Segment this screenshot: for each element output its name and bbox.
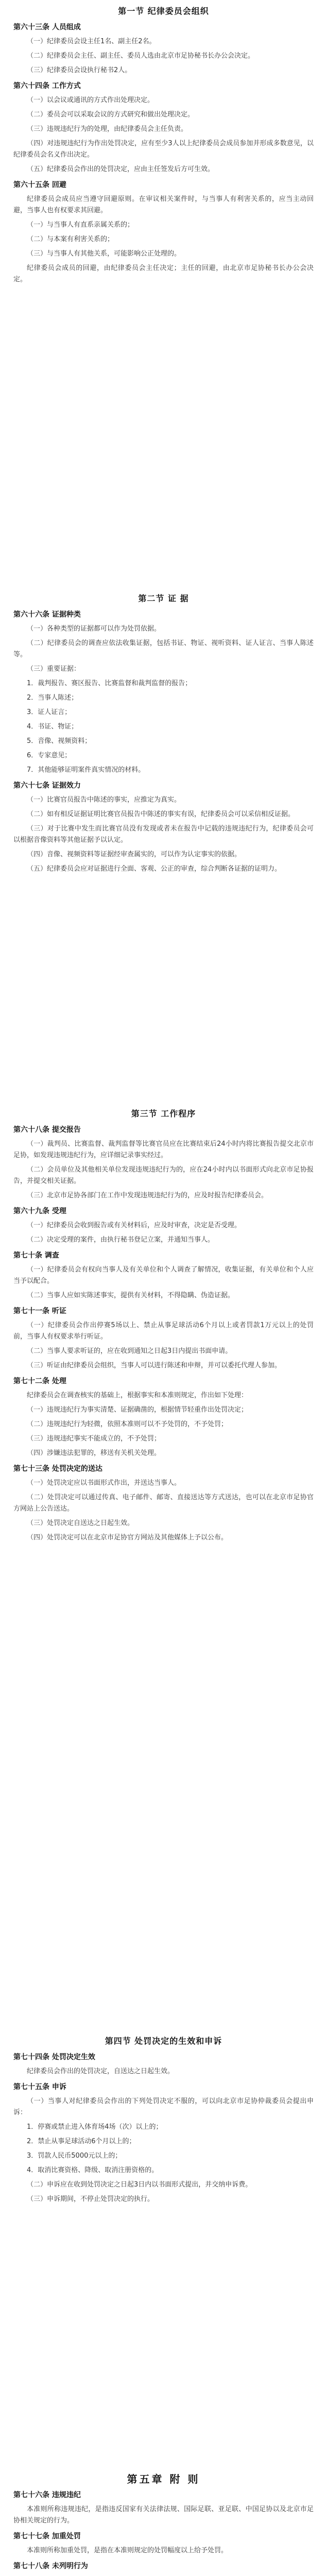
paragraph: （四）处罚决定可以在北京市足协官方网站及其他媒体上予以公布。 xyxy=(27,1534,228,1541)
section-title: 第二节 证 据 xyxy=(138,594,189,603)
paragraph: （二）纪律委员会主任、副主任、委员人选由北京市足协秘书长办公会决定。 xyxy=(27,52,255,60)
article-heading: 第六十五条 回避 xyxy=(13,181,66,189)
paragraph: 纪律委员会成员应当遵守回避原则。在审议相关案件时，与当事人有利害关系的，应当主动回避，当事人也有权要求其回避。 xyxy=(13,195,314,214)
paragraph: （三）纪律委员会设执行秘书2人。 xyxy=(27,66,132,74)
paragraph: 本准则所称加重处罚，是指在本准则规定的处罚幅度以上给予处罚。 xyxy=(27,2547,228,2554)
paragraph: （二）处罚决定可以通过传真、电子邮件、邮寄、直接送达等方式送达，也可以在北京市足协官方网站上公告送达。 xyxy=(13,1494,314,1513)
section-1 xyxy=(13,5,314,289)
section-title: 第四节 处罚决定的生效和申诉 xyxy=(105,2036,222,2046)
paragraph: （二）决定受理的案件，由执行秘书登记立案，并通知当事人。 xyxy=(27,1236,215,1244)
section-3 xyxy=(13,1108,314,1547)
paragraph: （二）违规违纪行为轻微，依照本准则可以不予处罚的，不予处罚； xyxy=(27,1420,228,1428)
paragraph: 5．音像、视频资料； xyxy=(27,737,92,745)
article-heading: 第七十四条 处罚决定生效 xyxy=(13,2053,95,2061)
article-heading: 第七十二条 处理 xyxy=(13,1377,66,1385)
paragraph: （二）与本案有利害关系的； xyxy=(27,235,114,243)
article-heading: 第七十一条 听证 xyxy=(13,1307,66,1315)
article-heading: 第六十八条 提交报告 xyxy=(13,1126,81,1134)
article-heading: 第六十四条 工作方式 xyxy=(13,82,81,90)
paragraph: 3．证人证言； xyxy=(27,708,72,716)
paragraph: （一）以会议或通讯的方式作出处理决定。 xyxy=(27,96,154,104)
paragraph: （二）会员单位及其他相关单位发现违规违纪行为的，应在24小时内以书面形式向北京市足协报告，并提交相关证据。 xyxy=(13,1166,314,1185)
paragraph: （一）与当事人有直系亲属关系的； xyxy=(27,221,134,229)
paragraph: （三）处罚决定自送达之日起生效。 xyxy=(27,1519,134,1527)
paragraph: 7．其他能够证明案件真实情况的材料。 xyxy=(27,766,145,774)
section-4 xyxy=(13,2035,314,2208)
paragraph: （三）对于比赛中发生而比赛官员没有发现或者未在报告中记载的违规违纪行为，纪律委员会可以根据音像资料等其他证据予以认定。 xyxy=(13,825,314,844)
section-2 xyxy=(13,592,314,878)
paragraph: （四）音像、视频资料等证据经审查属实的，可以作为认定事实的依据。 xyxy=(27,851,242,858)
paragraph: （三）申诉期间，不停止处罚决定的执行。 xyxy=(27,2195,154,2203)
paragraph: （一）纪律委员会收到报告或有关材料后，应及时审查，决定是否受理。 xyxy=(27,1222,242,1229)
paragraph: （三）听证由纪律委员会组织，当事人可以进行陈述和申辩，并可以委托代理人参加。 xyxy=(27,1362,282,1369)
paragraph: （二）如有相反证据证明比赛官员报告中陈述的事实有误，纪律委员会可以采信相反证据。 xyxy=(27,810,295,818)
article-heading: 第七十三条 处罚决定的送达 xyxy=(13,1465,102,1473)
paragraph: （三）与当事人有其他关系，可能影响公正处理的。 xyxy=(27,250,181,258)
paragraph: （五）纪律委员会作出的处罚决定，应由主任签发后方可生效。 xyxy=(27,165,215,173)
paragraph: （三）重要证据： xyxy=(27,665,81,673)
paragraph: （一）裁判员、比赛监督、裁判监督等比赛官员应在比赛结束后24小时内将比赛报告提交北京市足协，如发现违规违纪行为，应详细记录事实经过。 xyxy=(13,1140,314,1159)
paragraph: （一）比赛官员报告中陈述的事实，应推定为真实。 xyxy=(27,796,181,804)
article-heading: 第六十六条 证据种类 xyxy=(13,611,81,619)
section-title: 第三节 工作程序 xyxy=(131,1109,196,1118)
article-heading: 第七十八条 未列明行为 xyxy=(13,2562,88,2570)
paragraph: （一）纪律委员会有权向当事人及有关单位和个人调查了解情况，收集证据，有关单位和个人应当予以配合。 xyxy=(13,1266,314,1285)
paragraph: （一）纪律委员会设主任1名、副主任2名。 xyxy=(27,38,156,45)
section-title: 第一节 纪律委员会组织 xyxy=(118,6,209,16)
article-heading: 第六十七条 证据效力 xyxy=(13,782,81,790)
paragraph: （一）各种类型的证据都可以作为处罚依据。 xyxy=(27,625,161,633)
paragraph: （五）纪律委员会应对证据进行全面、客观、公正的审查，综合判断各证据的证明力。 xyxy=(27,865,282,873)
paragraph: （二）当事人应如实陈述事实，提供有关材料，不得隐瞒、伪造证据。 xyxy=(27,1292,235,1299)
paragraph: 1．裁判报告、赛区报告、比赛监督和裁判监督的报告； xyxy=(27,680,192,687)
section-5 xyxy=(13,2473,314,2576)
article-heading: 第六十九条 受理 xyxy=(13,1207,66,1215)
paragraph: （一）违规违纪行为事实清楚、证据确凿的，根据情节轻重作出处罚决定； xyxy=(27,1406,248,1414)
paragraph: （三）违规违纪行为的处理，由纪律委员会主任负责。 xyxy=(27,125,188,133)
paragraph: 2．禁止从事足球活动6个月以上的； xyxy=(27,2138,136,2145)
paragraph: （四）对违规违纪行为作出处罚决定，应有至少3人以上纪律委员会成员参加并形成多数意见，以纪律委员会名义作出决定。 xyxy=(13,140,314,159)
paragraph: （一）当事人对纪律委员会作出的下列处罚决定不服的，可以向北京市足协仲裁委员会提出申诉： xyxy=(13,2097,314,2116)
paragraph: （一）处罚决定应以书面形式作出，并送达当事人。 xyxy=(27,1479,181,1487)
paragraph: 本准则所称违规违纪，是指违反国家有关法律法规、国际足联、亚足联、中国足协以及北京市足协相关规定的行为。 xyxy=(13,2505,314,2524)
paragraph: 纪律委员会作出的处罚决定，自送达之日起生效。 xyxy=(27,2067,175,2075)
article-heading: 第七十六条 违规违纪 xyxy=(13,2491,81,2499)
article-heading: 第七十七条 加重处罚 xyxy=(13,2532,81,2540)
paragraph: 纪律委员会在调查核实的基础上，根据事实和本准则规定，作出如下处理： xyxy=(27,1392,248,1399)
paragraph: 纪律委员会成员的回避，由纪律委员会主任决定；主任的回避，由北京市足协秘书长办公会决定。 xyxy=(13,264,314,283)
paragraph: （二）当事人要求听证的，应在收到通知之日起3日内提出书面申请。 xyxy=(27,1347,232,1355)
paragraph: 2．当事人陈述； xyxy=(27,694,78,702)
article-heading: 第六十三条 人员组成 xyxy=(13,23,81,31)
paragraph: （二）委员会可以采取会议的方式研究和做出处理决定。 xyxy=(27,111,195,118)
paragraph: 4．取消比赛资格、降级、取消注册资格的。 xyxy=(27,2166,159,2174)
paragraph: （四）涉嫌违法犯罪的，移送有关机关处理。 xyxy=(27,1449,161,1457)
paragraph: （一）纪律委员会作出停赛5场以上、禁止从事足球活动6个月以上或者罚款1万元以上的处罚前，当事人有权要求举行听证。 xyxy=(13,1321,314,1341)
paragraph: （二）申诉应在收到处罚决定之日起3日内以书面形式提出，并交纳申诉费。 xyxy=(27,2181,252,2189)
article-heading: 第七十五条 申诉 xyxy=(13,2083,66,2091)
paragraph: 1．停赛或禁止进入体育场4场（次）以上的； xyxy=(27,2123,163,2131)
paragraph: （三）北京市足协各部门在工作中发现违规违纪行为的，应及时报告纪律委员会。 xyxy=(27,1192,268,1199)
article-heading: 第七十条 调查 xyxy=(13,1251,59,1260)
paragraph: （三）违规违纪事实不能成立的，不予处罚； xyxy=(27,1435,161,1443)
paragraph: 3．罚款人民币5000元以上的； xyxy=(27,2152,122,2160)
paragraph: （二）纪律委员会的调查应依法收集证据，包括书证、物证、视听资料、证人证言、当事人陈述等。 xyxy=(13,639,314,658)
paragraph: 6．专家意见； xyxy=(27,752,72,759)
section-title: 第五章 附 则 xyxy=(127,2473,200,2485)
paragraph: 4．书证、物证； xyxy=(27,723,78,731)
